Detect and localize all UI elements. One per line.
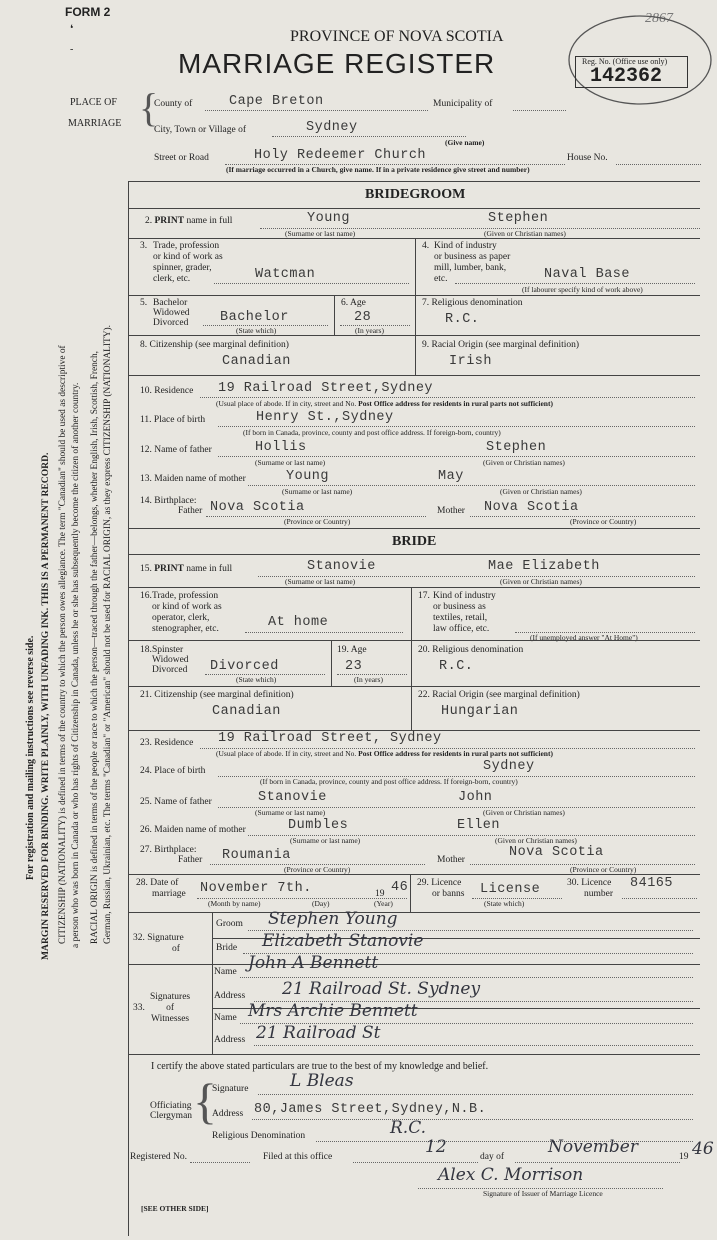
licence-num-line <box>622 898 697 899</box>
bride-residence-note-2: Post Office address for residents in rural parts not sufficient) <box>358 749 553 758</box>
groom-mother-given: May <box>438 469 464 484</box>
f12-num: 12. <box>140 445 152 455</box>
bride-citizenship: Canadian <box>212 704 281 719</box>
f7-num: 7. <box>422 298 430 308</box>
f30-num: 30. <box>567 878 579 888</box>
groom-surname: Young <box>307 211 351 226</box>
industry-note: (If labourer specify kind of work above) <box>522 285 643 294</box>
county-line <box>205 110 428 111</box>
clergy-sig-line <box>258 1094 693 1095</box>
father-given-note: (Given or Christian names) <box>483 458 565 467</box>
f21-num: 21. <box>140 690 152 700</box>
bride-mother-label: Maiden name of mother <box>154 825 246 835</box>
bride-citizenship-label: Citizenship (see marginal definition) <box>154 690 294 700</box>
bride-given: Mae Elizabeth <box>488 559 600 574</box>
officiating-label-1: Officiating <box>150 1101 192 1111</box>
house-label: House No. <box>567 153 608 163</box>
bride-province-note-1: (Province or Country) <box>284 865 351 874</box>
bride-birth-note: (If born in Canada, province, county and post office address. If foreign-born, country) <box>260 777 518 786</box>
f26-num: 26. <box>140 825 152 835</box>
f27-num: 27. <box>140 845 152 855</box>
clergy-signature: L Bleas <box>290 1071 354 1091</box>
rule-9 <box>128 640 700 641</box>
bride-signature: Elizabeth Stanovie <box>262 931 424 951</box>
bride-surname: Stanovie <box>307 559 376 574</box>
province-title: PROVINCE OF NOVA SCOTIA <box>290 28 504 45</box>
groom-father-given: Stephen <box>486 440 547 455</box>
bride-racial: Hungarian <box>441 704 519 719</box>
citizenship-label: Citizenship (see marginal definition) <box>149 340 289 350</box>
filed-month: November <box>548 1137 638 1157</box>
witness2-address: 21 Railroad St <box>256 1023 381 1043</box>
county-label: County of <box>154 99 193 109</box>
filed-day: 12 <box>425 1137 447 1157</box>
margin-text-3: CITIZENSHIP (NATIONALITY) is defined in terms of the country to which the person owes allegiance. The term "Canadian" should be used as descriptive of <box>58 345 68 944</box>
clergy-address-line <box>252 1119 693 1120</box>
bride-father-label: Name of father <box>154 797 212 807</box>
date-label-1: Date of <box>150 878 179 888</box>
f3-num: 3. <box>140 241 148 251</box>
in-years-note: (In years) <box>355 326 384 335</box>
page-title: MARRIAGE REGISTER <box>178 48 496 79</box>
industry-line <box>455 283 695 284</box>
f15-num: 15. <box>140 564 152 574</box>
f8-num: 8. <box>140 340 148 350</box>
margin-text-2: MARGIN RESERVED FOR BINDING. WRITE PLAINLY, WITH UNFADING INK. THIS IS A PERMANENT RECORD. <box>40 452 51 960</box>
year-note: (Year) <box>374 899 393 908</box>
groom-mother-surname: Young <box>286 469 330 484</box>
birthplace-label: Birthplace: <box>154 496 197 506</box>
f2-num: 2. <box>145 216 153 226</box>
rule-5 <box>128 375 700 376</box>
surname-note: (Surname or last name) <box>285 229 356 238</box>
birth-label: Place of birth <box>153 415 206 425</box>
registered-no-label: Registered No. <box>130 1152 187 1162</box>
groom-section-title: BRIDEGROOM <box>365 187 466 202</box>
groom-racial: Irish <box>449 354 493 369</box>
rule-2 <box>128 238 700 239</box>
certify-text: I certify the above stated particulars are true to the best of my knowledge and belief. <box>151 1061 489 1072</box>
vsep-5 <box>331 640 332 686</box>
bride-in-years-note: (In years) <box>354 675 383 684</box>
bride-status-label: Spinster Widowed Divorced <box>152 645 189 675</box>
f22-num: 22. <box>418 690 430 700</box>
bride-industry-label: Kind of industry or business as textiles, retail, law office, etc. <box>433 591 496 634</box>
racial-label: Racial Origin (see marginal definition) <box>431 340 580 350</box>
groom-status-label: Bachelor Widowed Divorced <box>153 298 190 328</box>
given-note: (Given or Christian names) <box>484 229 566 238</box>
sig-label-2: of <box>172 944 180 954</box>
bride-sig-label: Bride <box>216 943 238 953</box>
place-brace: { <box>139 85 159 130</box>
bride-father-birthplace: Roumania <box>222 848 291 863</box>
witness1-name: John A Bennett <box>248 953 379 973</box>
f5-num: 5. <box>140 298 148 308</box>
bride-trade-line <box>245 632 403 633</box>
licence-number: 84165 <box>630 876 674 891</box>
clergy-sig-label: Signature <box>212 1084 249 1094</box>
bride-birthplace-label: Birthplace: <box>154 845 197 855</box>
rule-12 <box>128 874 700 875</box>
groom-religion: R.C. <box>445 312 480 327</box>
groom-mother-birthplace: Nova Scotia <box>484 500 579 515</box>
father-label: Name of father <box>154 445 212 455</box>
bride-mother-given-note: (Given or Christian names) <box>495 836 577 845</box>
groom-sig-label: Groom <box>216 919 243 929</box>
licence-value: License <box>480 882 541 897</box>
bride-mother-surname-note: (Surname or last name) <box>290 836 361 845</box>
clergy-address: 80,James Street,Sydney,N.B. <box>254 1102 487 1117</box>
f18-num: 18. <box>140 645 152 655</box>
groom-signature: Stephen Young <box>268 909 398 929</box>
bride-religion-label: Religious denomination <box>432 645 524 655</box>
bride-residence-label: Residence <box>154 738 194 748</box>
father-line <box>218 456 695 457</box>
wit1-name-line <box>240 977 693 978</box>
bride-residence-note-1: (Usual place of abode. If in city, street and No. <box>216 749 357 758</box>
bride-age: 23 <box>345 659 363 674</box>
date-label-2: marriage <box>152 889 186 899</box>
filed-day-line <box>353 1162 478 1163</box>
licence-state-note: (State which) <box>484 899 525 908</box>
bride-father-given-note: (Given or Christian names) <box>483 808 565 817</box>
residence-line <box>200 397 695 398</box>
residence-note-1: (Usual place of abode. If in city, street and No. <box>216 399 357 408</box>
street-label: Street or Road <box>154 153 209 163</box>
f13-num: 13. <box>140 474 152 484</box>
clergy-religion: R.C. <box>390 1118 427 1138</box>
bride-age-label: Age <box>350 645 367 655</box>
filed-year: 46 <box>692 1139 714 1159</box>
bride-trade-label: Trade, profession or kind of work as operator, clerk, stenographer, etc. <box>152 591 222 634</box>
marriage-year: 46 <box>391 880 409 895</box>
industry-label: Kind of industry or business as paper mill, lumber, bank, etc. <box>434 241 511 284</box>
county-value: Cape Breton <box>229 94 324 109</box>
father-surname-note: (Surname or last name) <box>255 458 326 467</box>
filed-year-prefix: 19 <box>679 1152 689 1162</box>
registered-no-line <box>190 1162 250 1163</box>
rule-6 <box>128 528 700 529</box>
city-value: Sydney <box>306 120 358 135</box>
wit2-address-line <box>254 1045 693 1046</box>
f20-num: 20. <box>418 645 430 655</box>
f24-num: 24. <box>140 766 152 776</box>
residence-label: Residence <box>154 386 194 396</box>
f23-num: 23. <box>140 738 152 748</box>
f6-num: 6. <box>341 298 349 308</box>
vsep-1 <box>415 238 416 295</box>
bride-mother-word: Mother <box>437 855 465 865</box>
groom-birth: Henry St.,Sydney <box>256 410 394 425</box>
marriage-date: November 7th. <box>200 881 312 896</box>
bride-mother-surname: Dumbles <box>288 818 349 833</box>
day-of-label: day of <box>480 1152 505 1162</box>
f17-num: 17. <box>418 591 430 601</box>
bride-given-note: (Given or Christian names) <box>500 577 582 586</box>
licence-num-label-2: number <box>584 889 614 899</box>
trade-label: Trade, profession or kind of work as spinner, grader, clerk, etc. <box>153 241 223 284</box>
city-line <box>272 136 466 137</box>
rule-13 <box>128 912 700 913</box>
vsep-2 <box>334 295 335 335</box>
wit1-address-label: Address <box>214 991 246 1001</box>
margin-text-1: For registration and mailing instructions see reverse side. <box>25 635 36 880</box>
witness-label: Signatures of Witnesses <box>150 992 191 1024</box>
witness1-address: 21 Railroad St. Sydney <box>282 979 481 999</box>
trade-line <box>214 283 409 284</box>
corner-number: 2867 <box>645 11 673 26</box>
clergy-religion-label: Religious Denomination <box>212 1131 306 1141</box>
filed-label: Filed at this office <box>263 1152 333 1162</box>
bride-trade: At home <box>268 615 329 630</box>
birth-line <box>218 426 695 427</box>
mother-surname-note: (Surname or last name) <box>282 487 353 496</box>
birth-note: (If born in Canada, province, county and post office address. If foreign-born, country) <box>243 428 501 437</box>
rule-3 <box>128 295 700 296</box>
rule-8 <box>128 587 700 588</box>
rule-14 <box>128 964 700 965</box>
vsep-4 <box>411 587 412 640</box>
mother-word: Mother <box>437 506 465 516</box>
municipality-label: Municipality of <box>433 99 493 109</box>
rule-1 <box>128 208 700 209</box>
f4-num: 4. <box>422 241 430 251</box>
day-note: (Day) <box>312 899 330 908</box>
month-note: (Month by name) <box>208 899 261 908</box>
f15-label: name in full <box>186 564 233 574</box>
margin-text-5: RACIAL ORIGIN is defined in terms of the people or race to which the person—traced through the father—belongs, whether English, Irish, Scottish, French, <box>90 351 100 944</box>
f25-num: 25. <box>140 797 152 807</box>
street-note: (If marriage occurred in a Church, give name. If in a private residence give street and number) <box>226 165 530 174</box>
rule-15 <box>128 1054 700 1055</box>
wit-vline <box>212 964 213 1054</box>
vsep-6 <box>411 640 412 730</box>
marriage-label: MARRIAGE <box>68 118 122 129</box>
reg-number-label: Reg. No. (Office use only) <box>582 57 668 66</box>
groom-father-birthplace: Nova Scotia <box>210 500 305 515</box>
rule-4 <box>128 335 700 336</box>
groom-province-note-1: (Province or Country) <box>284 517 351 526</box>
age-label: Age <box>349 298 366 308</box>
f9-num: 9. <box>422 340 430 350</box>
f2-label: name in full <box>186 216 233 226</box>
wit2-name-label: Name <box>214 1013 237 1023</box>
ditto-mark-2: - <box>70 44 74 55</box>
f29-num: 29. <box>417 878 429 888</box>
state-which-note: (State which) <box>236 326 277 335</box>
f11-num: 11. <box>140 415 152 425</box>
f15-print: PRINT <box>154 564 184 574</box>
licence-label-1: Licence <box>431 878 462 888</box>
sig-label-1: Signature <box>147 933 184 943</box>
clergy-brace: { <box>193 1073 217 1129</box>
clergy-address-label: Address <box>212 1109 244 1119</box>
f16-num: 16. <box>140 591 152 601</box>
bride-birth: Sydney <box>483 759 535 774</box>
bride-mother-birthplace: Nova Scotia <box>509 845 604 860</box>
issuer-signature: Alex C. Morrison <box>438 1165 584 1185</box>
groom-given: Stephen <box>488 211 549 226</box>
groom-age: 28 <box>354 310 372 325</box>
give-name-note: (Give name) <box>445 138 485 147</box>
groom-father-surname: Hollis <box>255 440 307 455</box>
bride-father-surname-note: (Surname or last name) <box>255 808 326 817</box>
residence-note-2: Post Office address for residents in rural parts not sufficient) <box>358 399 553 408</box>
groom-status: Bachelor <box>220 310 289 325</box>
see-other-side: [SEE OTHER SIDE] <box>141 1204 209 1213</box>
groom-province-note-2: (Province or Country) <box>570 517 637 526</box>
bride-religion: R.C. <box>439 659 474 674</box>
vsep-7 <box>410 874 411 912</box>
f32-num: 32. <box>133 933 145 943</box>
place-of-label: PLACE OF <box>70 97 117 108</box>
bride-mother-given: Ellen <box>457 818 501 833</box>
groom-citizenship: Canadian <box>222 354 291 369</box>
f14-num: 14. <box>140 496 152 506</box>
bride-surname-note: (Surname or last name) <box>285 577 356 586</box>
bride-father-word: Father <box>178 855 203 865</box>
frame-left <box>128 181 129 1236</box>
frame-top <box>128 181 700 182</box>
mother-label: Maiden name of mother <box>154 474 246 484</box>
licence-label-2: or banns <box>432 889 465 899</box>
groom-residence: 19 Railroad Street,Sydney <box>218 381 434 396</box>
wit2-address-label: Address <box>214 1035 246 1045</box>
issuer-label: Signature of Issuer of Marriage Licence <box>483 1189 603 1198</box>
groom-industry: Naval Base <box>544 267 631 282</box>
religion-label: Religious denomination <box>431 298 523 308</box>
rule-10 <box>128 686 700 687</box>
bride-state-which-note: (State which) <box>236 675 277 684</box>
f33-num: 33. <box>133 1003 145 1013</box>
bride-industry-note: (If unemployed answer "At Home") <box>530 633 638 642</box>
f28-num: 28. <box>136 878 148 888</box>
filed-month-line <box>515 1162 680 1163</box>
bride-status: Divorced <box>210 659 279 674</box>
city-label: City, Town or Village of <box>154 125 246 135</box>
rule-7 <box>128 554 700 555</box>
margin-text-4: a person who was born in Canada or who has rights of Citizenship in Canada, unless he or she has subsequently become the citizen of another country. <box>71 382 81 948</box>
licence-num-label-1: Licence <box>581 878 612 888</box>
street-value: Holy Redeemer Church <box>254 148 427 163</box>
house-line <box>616 164 701 165</box>
form-label: FORM 2 <box>65 5 111 19</box>
reg-number: 142362 <box>590 65 663 88</box>
witness2-name: Mrs Archie Bennett <box>248 1001 418 1021</box>
father-word: Father <box>178 506 203 516</box>
mother-line <box>248 485 695 486</box>
bride-province-note-2: (Province or Country) <box>570 865 637 874</box>
mother-given-note: (Given or Christian names) <box>500 487 582 496</box>
municipality-line <box>513 110 566 111</box>
bride-residence: 19 Railroad Street, Sydney <box>218 731 442 746</box>
f19-num: 19. <box>337 645 349 655</box>
bride-birth-label: Place of birth <box>154 766 206 776</box>
year-prefix: 19 <box>375 889 385 899</box>
f2-print: PRINT <box>154 216 185 226</box>
f10-num: 10. <box>140 386 152 396</box>
bride-father-given: John <box>458 790 493 805</box>
groom-trade: Watcman <box>255 267 316 282</box>
wit1-name-label: Name <box>214 967 237 977</box>
bride-father-surname: Stanovie <box>258 790 327 805</box>
bride-section-title: BRIDE <box>392 534 437 549</box>
officiating-label-2: Clergyman <box>150 1111 193 1121</box>
ditto-mark: ❛ <box>70 24 74 35</box>
bride-racial-label: Racial Origin (see marginal definition) <box>432 690 580 700</box>
margin-text-6: German, Russian, Ukrainian, etc. The terms "Canadian" or "American" should not be used for RACIAL ORIGIN, as they express CITIZENSHIP (NATIONALITY). <box>103 325 113 944</box>
